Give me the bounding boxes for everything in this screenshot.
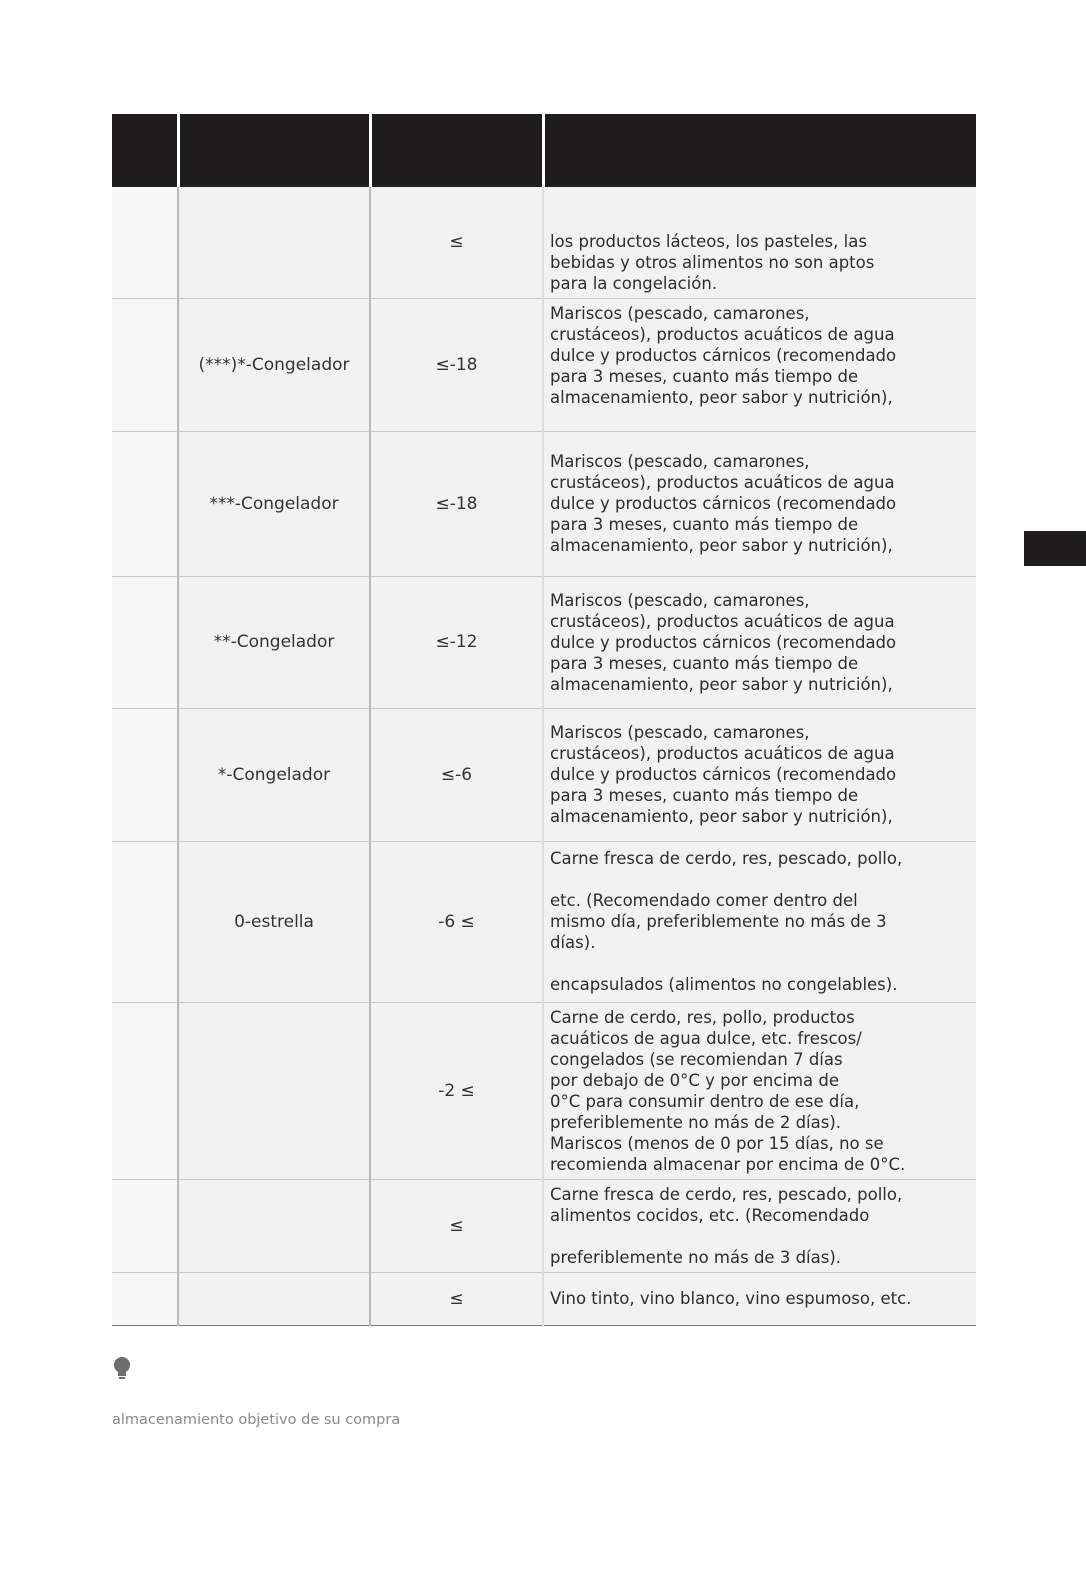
header-cell-3 [370,114,543,187]
row-index-cell [112,1272,178,1325]
compartment-type: **-Congelador [178,576,370,708]
compartment-type: 0-estrella [178,841,370,1002]
table-row [112,1272,976,1325]
compartment-type [178,1002,370,1179]
header-cell-4 [543,114,976,187]
temperature-cell: ≤-18 [370,298,543,431]
row-index-cell [112,1179,178,1272]
food-description: Mariscos (pescado, camarones, crustáceos), productos acuáticos de agua dulce y productos cárnicos (recomendado para 3 meses, cuanto más tiempo de almacenamiento, peor sabor y nutrición), [543,708,976,841]
compartment-type [178,1179,370,1272]
table-row [112,1179,976,1272]
temperature-cell: ≤-18 [370,431,543,576]
table-row [112,576,976,708]
temperature-cell: ≤ [370,187,543,298]
temperature-cell: ≤ [370,1272,543,1325]
food-description: Vino tinto, vino blanco, vino espumoso, etc. [543,1272,976,1325]
food-description: Carne fresca de cerdo, res, pescado, pollo, etc. (Recomendado comer dentro del mismo día, preferiblemente no más de 3 días). encapsulados (alimentos no congelables). [543,841,976,1002]
table-header [112,114,976,187]
temperature-cell: ≤-12 [370,576,543,708]
row-index-cell [112,576,178,708]
row-index-cell [112,708,178,841]
header-cell-1 [112,114,178,187]
row-index-cell [112,298,178,431]
storage-table [112,114,976,1326]
compartment-type: *-Congelador [178,708,370,841]
food-description: Mariscos (pescado, camarones, crustáceos), productos acuáticos de agua dulce y productos cárnicos (recomendado para 3 meses, cuanto más tiempo de almacenamiento, peor sabor y nutrición), [543,576,976,708]
food-description: Carne fresca de cerdo, res, pescado, pollo, alimentos cocidos, etc. (Recomendado preferiblemente no más de 3 días). [543,1179,976,1272]
row-index-cell [112,1002,178,1179]
food-description: Mariscos (pescado, camarones, crustáceos), productos acuáticos de agua dulce y productos cárnicos (recomendado para 3 meses, cuanto más tiempo de almacenamiento, peor sabor y nutrición), [543,431,976,576]
table-row [112,187,976,298]
table-row [112,431,976,576]
header-cell-2 [178,114,370,187]
temperature-cell: -6 ≤ [370,841,543,1002]
compartment-type [178,1272,370,1325]
compartment-type: (***)*-Congelador [178,298,370,431]
temperature-cell: ≤-6 [370,708,543,841]
row-index-cell [112,431,178,576]
food-description: los productos lácteos, los pasteles, las bebidas y otros alimentos no son aptos para la congelación. [543,187,976,298]
food-description: Carne de cerdo, res, pollo, productos acuáticos de agua dulce, etc. frescos/ congelados (se recomiendan 7 días por debajo de 0°C y por encima de 0°C para consumir dentro de ese día, preferiblemente no más de 2 días). Mariscos (menos de 0 por 15 días, no se recomienda almacenar por encima de 0°C. [543,1002,976,1179]
table-row [112,708,976,841]
table-row [112,1002,976,1179]
temperature-cell: ≤ [370,1179,543,1272]
footnote-text: almacenamiento objetivo de su compra [112,1412,401,1428]
temperature-cell: -2 ≤ [370,1002,543,1179]
row-index-cell [112,187,178,298]
compartment-type: ***-Congelador [178,431,370,576]
table-row [112,298,976,431]
row-index-cell [112,841,178,1002]
lightbulb-icon [112,1356,132,1382]
section-tab-marker [1024,531,1086,566]
food-description: Mariscos (pescado, camarones, crustáceos), productos acuáticos de agua dulce y productos cárnicos (recomendado para 3 meses, cuanto más tiempo de almacenamiento, peor sabor y nutrición), [543,298,976,431]
compartment-type [178,187,370,298]
table-row [112,841,976,1002]
